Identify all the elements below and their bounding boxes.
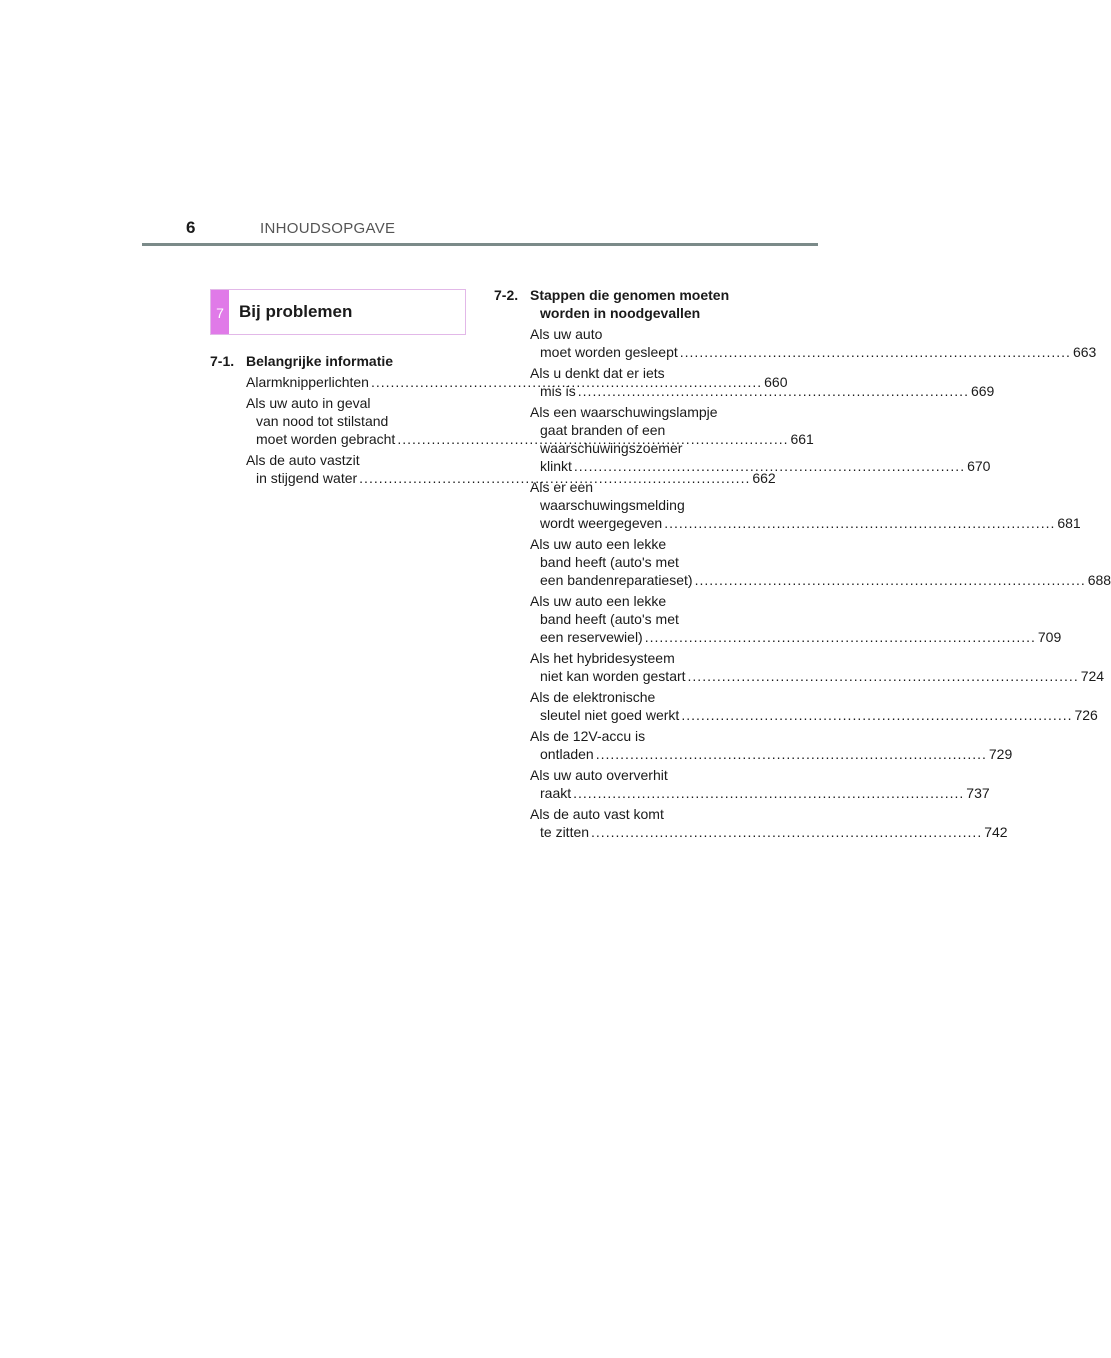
toc-entry-text: van nood tot stilstand: [256, 413, 389, 429]
chapter-heading: [210, 352, 460, 370]
toc-page-number: 670: [967, 458, 991, 474]
chapter-number: 7-1.: [210, 353, 235, 369]
toc-entry-last-line: [530, 457, 991, 475]
toc-entry-text: Als uw auto oververhit: [530, 767, 668, 783]
toc-entry-last-line: [530, 514, 1081, 532]
toc-entry-text: Als de 12V-accu is: [530, 728, 646, 744]
toc-entry-text: Alarmknipperlichten: [246, 374, 369, 390]
toc-page-number: 688: [1087, 572, 1111, 588]
toc-entry[interactable]: [530, 805, 1008, 841]
toc-entry-text: een reservewiel): [540, 629, 643, 645]
dot-leader: [596, 746, 987, 762]
section-heading-box: [210, 289, 466, 335]
toc-entry-last-line: [530, 571, 1111, 589]
section-number-tab: 7: [211, 290, 229, 334]
toc-entry-last-line: [530, 628, 1062, 646]
toc-entry-text: moet worden gesleept: [540, 344, 678, 360]
toc-entry-text: wordt weergegeven: [540, 515, 663, 531]
dot-leader: [680, 344, 1071, 360]
page-number: 6: [186, 218, 196, 237]
chapter-title-line: Stappen die genomen moeten: [530, 287, 730, 303]
toc-entry-text: raakt: [540, 785, 572, 801]
toc-entry-text: waarschuwingszoemer: [540, 440, 683, 456]
dot-leader: [591, 824, 982, 840]
toc-entry-text: in stijgend water: [256, 470, 358, 486]
toc-entry-text: niet kan worden gestart: [540, 668, 686, 684]
toc-entry-last-line: [530, 706, 1098, 724]
chapter-number: 7-2.: [494, 287, 519, 303]
toc-entry[interactable]: [530, 688, 1098, 724]
toc-entry-text: band heeft (auto's met: [540, 611, 679, 627]
toc-entry-text: waarschuwingsmelding: [540, 497, 685, 513]
toc-entry-text: Als u denkt dat er iets: [530, 365, 665, 381]
toc-entry-text: Als de auto vastzit: [246, 452, 360, 468]
toc-page-number: 729: [988, 746, 1013, 762]
section-title: Bij problemen: [239, 302, 353, 321]
toc-entry-text: gaat branden of een: [540, 422, 666, 438]
toc-entry-text: Als de auto vast komt: [530, 806, 664, 822]
dot-leader: [578, 383, 969, 399]
toc-page-number: 726: [1074, 707, 1098, 723]
toc-entry-text: Als uw auto een lekke: [530, 536, 667, 552]
toc-page-number: 681: [1057, 515, 1081, 531]
chapter-heading: [494, 286, 744, 322]
dot-leader: [681, 707, 1072, 723]
toc-entry-text: ontladen: [540, 746, 594, 762]
toc-entry[interactable]: [530, 592, 1062, 646]
toc-page-number: 709: [1037, 629, 1062, 645]
chapter-title-line: Belangrijke informatie: [246, 353, 394, 369]
toc-entry[interactable]: [530, 649, 1105, 685]
toc-entry-text: Als er een: [530, 479, 594, 495]
toc-page-number: 724: [1080, 668, 1105, 684]
toc-entry-last-line: [530, 784, 990, 802]
toc-page-number: 663: [1072, 344, 1097, 360]
dot-leader: [664, 515, 1055, 531]
toc-entry[interactable]: [530, 325, 1097, 361]
toc-entry-last-line: [530, 745, 1013, 763]
toc-entry-text: een bandenreparatieset): [540, 572, 693, 588]
toc-entry[interactable]: [530, 766, 990, 802]
toc-entry-last-line: [530, 823, 1008, 841]
page-header: [142, 216, 818, 248]
toc-entry-text: te zitten: [540, 824, 590, 840]
dot-leader: [695, 572, 1086, 588]
toc-page-number: 737: [966, 785, 990, 801]
toc-entry-text: moet worden gebracht: [256, 431, 396, 447]
toc-entry[interactable]: [530, 535, 1111, 589]
toc-entry-text: Als een waarschuwingslampje: [530, 404, 718, 420]
toc-entry-last-line: [530, 667, 1105, 685]
toc-entry-text: Als uw auto: [530, 326, 603, 342]
toc-entry-text: klinkt: [540, 458, 572, 474]
header-title: INHOUDSOPGAVE: [260, 220, 396, 237]
dot-leader: [645, 629, 1036, 645]
dot-leader: [574, 458, 965, 474]
toc-page-number: 660: [764, 374, 788, 390]
toc-entry-text: band heeft (auto's met: [540, 554, 679, 570]
header-rule: [142, 243, 818, 246]
toc-page-number: 669: [970, 383, 995, 399]
toc-entry-text: sleutel niet goed werkt: [540, 707, 680, 723]
toc-entry-text: Als uw auto in geval: [246, 395, 371, 411]
toc-entry-text: Als het hybridesysteem: [530, 650, 675, 666]
toc-entry[interactable]: [530, 727, 1013, 763]
toc-page-number: 662: [752, 470, 776, 486]
toc-entry-text: Als de elektronische: [530, 689, 656, 705]
toc-entry-text: mis is: [540, 383, 576, 399]
dot-leader: [573, 785, 964, 801]
toc-page-number: 661: [790, 431, 814, 447]
chapter-title-line: worden in noodgevallen: [540, 305, 701, 321]
toc-entry-text: Als uw auto een lekke: [530, 593, 667, 609]
dot-leader: [688, 668, 1079, 684]
toc-page-number: 742: [984, 824, 1008, 840]
toc-entry-last-line: [530, 343, 1097, 361]
